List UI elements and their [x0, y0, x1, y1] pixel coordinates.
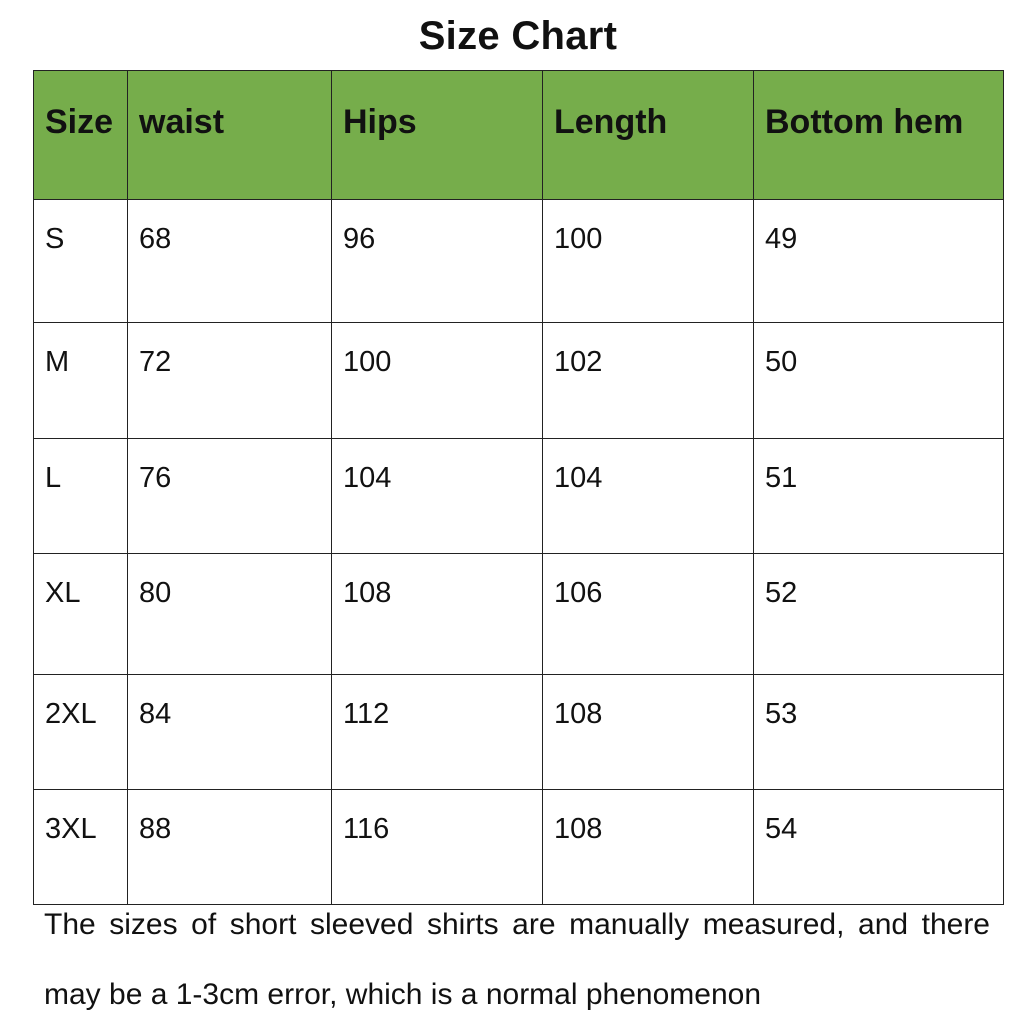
header-size: Size [34, 71, 128, 200]
cell-bottom-hem: 53 [754, 675, 1004, 790]
cell-bottom-hem: 54 [754, 790, 1004, 905]
cell-bottom-hem: 52 [754, 554, 1004, 675]
cell-waist: 80 [128, 554, 332, 675]
table-row [34, 323, 1004, 439]
measurement-note: The sizes of short sleeved shirts are manually measured, and there may be a 1-3cm error, which is a normal phenomenon [44, 908, 990, 1011]
page-title: Size Chart [418, 14, 618, 58]
cell-length: 108 [543, 790, 754, 905]
table-row [34, 790, 1004, 905]
header-waist: waist [128, 71, 332, 200]
header-bottom-hem: Bottom hem [754, 71, 1004, 200]
table-row [34, 439, 1004, 554]
cell-size: XL [34, 554, 128, 675]
cell-length: 102 [543, 323, 754, 439]
cell-size: 2XL [34, 675, 128, 790]
cell-length: 100 [543, 200, 754, 323]
cell-waist: 76 [128, 439, 332, 554]
cell-waist: 68 [128, 200, 332, 323]
cell-size: L [34, 439, 128, 554]
table-row [34, 554, 1004, 675]
header-hips: Hips [332, 71, 543, 200]
cell-size: S [34, 200, 128, 323]
cell-bottom-hem: 49 [754, 200, 1004, 323]
table-row [34, 200, 1004, 323]
cell-hips: 104 [332, 439, 543, 554]
cell-waist: 72 [128, 323, 332, 439]
cell-size: 3XL [34, 790, 128, 905]
cell-length: 108 [543, 675, 754, 790]
size-table [33, 70, 1004, 905]
cell-bottom-hem: 50 [754, 323, 1004, 439]
cell-waist: 88 [128, 790, 332, 905]
cell-length: 106 [543, 554, 754, 675]
cell-size: M [34, 323, 128, 439]
table-row [34, 675, 1004, 790]
cell-waist: 84 [128, 675, 332, 790]
cell-hips: 108 [332, 554, 543, 675]
cell-hips: 96 [332, 200, 543, 323]
header-length: Length [543, 71, 754, 200]
table-header-row [34, 71, 1004, 200]
cell-hips: 112 [332, 675, 543, 790]
cell-bottom-hem: 51 [754, 439, 1004, 554]
cell-hips: 116 [332, 790, 543, 905]
cell-length: 104 [543, 439, 754, 554]
cell-hips: 100 [332, 323, 543, 439]
